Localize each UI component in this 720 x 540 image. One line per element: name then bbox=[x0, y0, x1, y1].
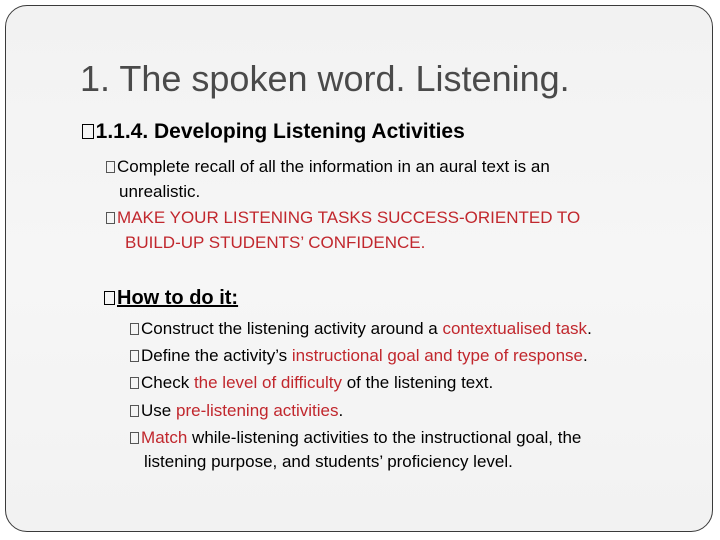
step-highlight: Match bbox=[141, 428, 188, 447]
point-recall-line1: Complete recall of all the information in an aural text is an bbox=[117, 157, 550, 176]
step-item bbox=[130, 371, 493, 395]
section-heading-text: 1.1.4. Developing Listening Activities bbox=[95, 120, 465, 143]
point-success bbox=[106, 205, 580, 255]
step-highlight: instructional goal and type of response bbox=[291, 346, 583, 365]
step-text: Use bbox=[141, 401, 176, 420]
step-item bbox=[130, 399, 343, 423]
bullet-icon bbox=[130, 377, 139, 389]
step-text: Define the activity’s bbox=[141, 346, 292, 365]
step-end: . bbox=[582, 346, 588, 365]
step-highlight: the level of difficulty bbox=[193, 373, 342, 392]
point-recall-line2: unrealistic. bbox=[119, 182, 201, 201]
bullet-icon bbox=[130, 405, 139, 417]
point-recall bbox=[106, 154, 550, 204]
step-text: Check bbox=[141, 373, 194, 392]
point-success-line1: MAKE YOUR LISTENING TASKS SUCCESS-ORIENTED TO bbox=[117, 208, 581, 227]
point-success-line2: BUILD-UP STUDENTS’ CONFIDENCE. bbox=[125, 233, 426, 252]
step-item bbox=[130, 317, 592, 341]
step-text: Construct the listening activity around a bbox=[141, 319, 443, 338]
step-end: . bbox=[338, 401, 344, 420]
subheading bbox=[104, 287, 238, 310]
step-highlight: pre-listening activities bbox=[176, 401, 339, 420]
bullet-icon bbox=[130, 432, 139, 444]
step-item bbox=[130, 344, 588, 368]
subheading-text: How to do it: bbox=[117, 287, 239, 309]
step-end: of the listening text. bbox=[342, 373, 494, 392]
step-text-line2: listening purpose, and students’ proficiency level. bbox=[144, 452, 513, 471]
step-text: while-listening activities to the instructional goal, the bbox=[187, 428, 582, 447]
step-end: . bbox=[587, 319, 592, 338]
bullet-icon bbox=[130, 350, 139, 362]
step-item bbox=[130, 426, 581, 474]
bullet-icon bbox=[104, 291, 115, 305]
slide-title: 1. The spoken word. Listening. bbox=[80, 58, 570, 99]
bullet-icon bbox=[130, 323, 139, 335]
section-heading bbox=[82, 120, 465, 144]
bullet-icon bbox=[82, 124, 94, 139]
bullet-icon bbox=[106, 161, 115, 173]
step-highlight: contextualised task bbox=[442, 319, 588, 338]
bullet-icon bbox=[106, 212, 115, 224]
